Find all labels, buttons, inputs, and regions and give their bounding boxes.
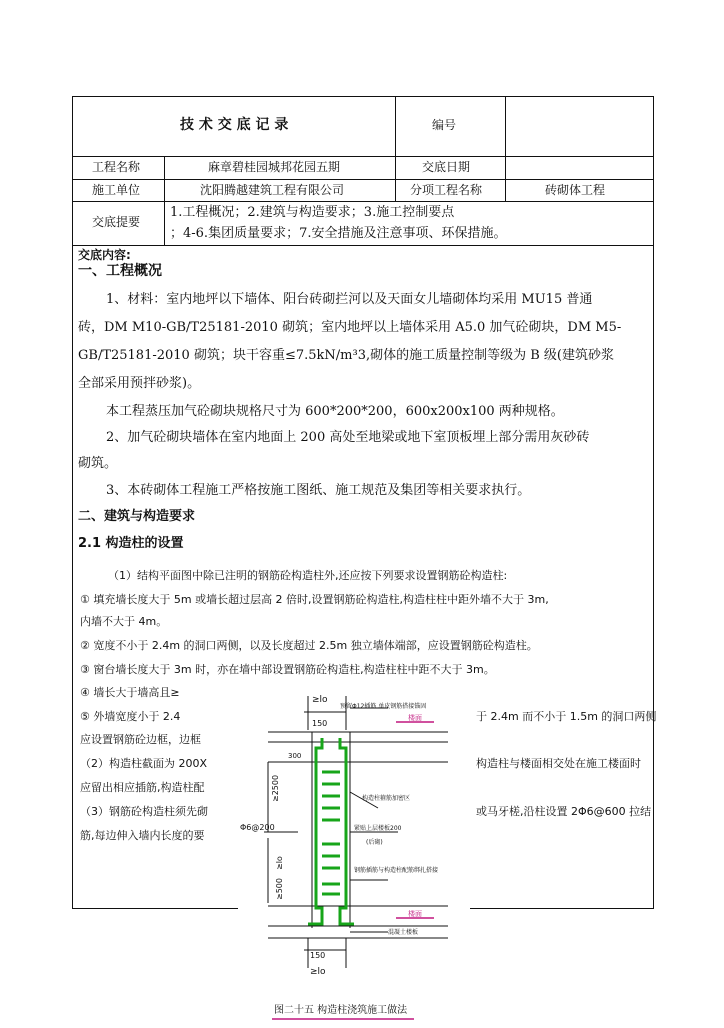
list-item: （3）钢筋砼构造柱须先砌 xyxy=(80,805,208,818)
dim-label-150-bottom: 150 xyxy=(310,951,326,960)
dim-label-500: ≥500 xyxy=(275,878,284,900)
diagram-caption: 图二十五 构造柱浇筑施工做法 xyxy=(274,1005,408,1016)
summary-line-2: ；4-6.集团质量要求；7.安全措施及注意事项、环保措施。 xyxy=(170,226,507,241)
list-item: ② 宽度不小于 2.4m 的洞口两侧，以及长度超过 2.5m 独立墙体端部，应设置钢筋砼构造柱。 xyxy=(80,639,538,652)
list-item: （2）构造柱截面为 200X xyxy=(80,757,208,770)
list-item: 筋,每边伸入墙内长度的要 xyxy=(80,829,205,842)
slab-label: 混凝土楼板 xyxy=(388,929,419,936)
dim-label-top: ≥lo xyxy=(312,695,328,705)
paragraph-line: （1）结构平面图中除已注明的钢筋砼构造柱外,还应按下列要求设置钢筋砼构造柱: xyxy=(108,569,508,582)
row-divider xyxy=(72,201,654,202)
unit-value: 沈阳腾越建筑工程有限公司 xyxy=(200,183,345,197)
dim-label-150-top: 150 xyxy=(312,719,328,728)
beam-label-2: (后砌) xyxy=(366,839,383,846)
rebar-detail-drawing xyxy=(238,688,470,1024)
summary-line-1: 1.工程概况；2.建筑与构造要求；3.施工控制要点 xyxy=(170,205,455,220)
row-divider xyxy=(72,245,654,246)
section-title-2: 二、建筑与构造要求 xyxy=(78,509,196,524)
list-item: ③ 窗台墙长度大于 3m 时，亦在墙中部设置钢筋砼构造柱,构造柱柱中距不大于 3m。 xyxy=(80,663,495,676)
construction-column-diagram xyxy=(238,688,470,1024)
list-item: ⑤ 外墙宽度小于 2.4 xyxy=(80,710,181,723)
list-item: 或马牙槎,沿柱设置 2Φ6@600 拉结 xyxy=(476,805,652,818)
floor-label-top: 楼面 xyxy=(408,714,422,722)
list-item: 构造柱与楼面相交处在施工楼面时 xyxy=(476,757,641,770)
row-divider xyxy=(72,179,654,180)
section-title-2-1: 2.1 构造柱的设置 xyxy=(78,536,184,551)
list-item: 于 2.4m 而不小于 1.5m 的洞口两侧 xyxy=(476,710,657,723)
dim-label-300: 300 xyxy=(288,752,302,760)
stirrup-spacing-label: Φ6@200 xyxy=(240,823,275,832)
paragraph-line: 2、加气砼砌块墙体在室内地面上 200 高处至地梁或地下室顶板埋上部分需用灰砂砖 xyxy=(106,430,590,445)
summary-label: 交底提要 xyxy=(92,215,141,229)
floor-label-bottom: 楼面 xyxy=(408,910,422,918)
paragraph-line: 1、材料：室内地坪以下墙体、阳台砖砌拦河以及天面女儿墙砌体均采用 MU15 普通 xyxy=(106,292,593,307)
subproject-value: 砖砌体工程 xyxy=(545,183,606,197)
content-label: 交底内容: xyxy=(78,248,131,262)
list-item: 内墙不大于 4m。 xyxy=(80,615,168,628)
dim-label-2500: ≥2500 xyxy=(271,774,280,802)
row-divider xyxy=(72,156,654,157)
paragraph-line: 本工程蒸压加气砼砌块规格尺寸为 600*200*200，600x200x100 两种规格。 xyxy=(106,404,564,419)
beam-label: 紧贴上层楼板200 xyxy=(354,825,402,832)
dim-label-ge: ≥lo xyxy=(275,856,284,870)
list-item: ④ 墙长大于墙高且≥ xyxy=(80,686,180,699)
number-label: 编号 xyxy=(432,118,457,132)
unit-label: 施工单位 xyxy=(92,183,141,197)
paragraph-line: 砖，DM M10-GB/T25181-2010 砌筑；室内地坪以上墙体采用 A5.0 加气砼砌块，DM M5- xyxy=(78,320,622,335)
col-divider xyxy=(505,96,506,201)
dim-label-bottom: ≥lo xyxy=(310,967,326,977)
page-title: 技 术 交 底 记 录 xyxy=(180,117,289,133)
subproject-label: 分项工程名称 xyxy=(410,183,483,197)
paragraph-line: 3、本砖砌体工程施工严格按施工图纸、施工规范及集团等相关要求执行。 xyxy=(106,483,531,498)
paragraph-line: 砌筑。 xyxy=(78,456,118,471)
date-label: 交底日期 xyxy=(422,160,471,174)
stirrup-label: 构造柱箍筋加密区 xyxy=(362,795,411,802)
col-divider xyxy=(164,156,165,245)
project-name-value: 麻章碧桂园城邦花园五期 xyxy=(208,160,341,174)
list-item: 应留出相应插筋,构造柱配 xyxy=(80,781,205,794)
list-item: 应设置钢筋砼边框，边框 xyxy=(80,733,201,746)
project-name-label: 工程名称 xyxy=(92,160,141,174)
lap-label: 钢筋插筋与构造柱配筋绑扎搭接 xyxy=(354,867,439,874)
section-title-1: 一、工程概况 xyxy=(78,263,162,279)
paragraph-line: GB/T25181-2010 砌筑；块干容重≤7.5kN/m³3,砌体的施工质量控制等级为 B 级(建筑砂浆 xyxy=(78,348,614,363)
paragraph-line: 全部采用预拌砂浆)。 xyxy=(78,376,201,391)
list-item: ① 填充墙长度大于 5m 或墙长超过层高 2 倍时,设置钢筋砼构造柱,构造柱柱中距外墙不大于 3m, xyxy=(80,593,549,606)
col-divider xyxy=(395,96,396,201)
rebar-label: 预留Φ12插筋 单皮钢筋搭接锚固 xyxy=(340,703,427,710)
